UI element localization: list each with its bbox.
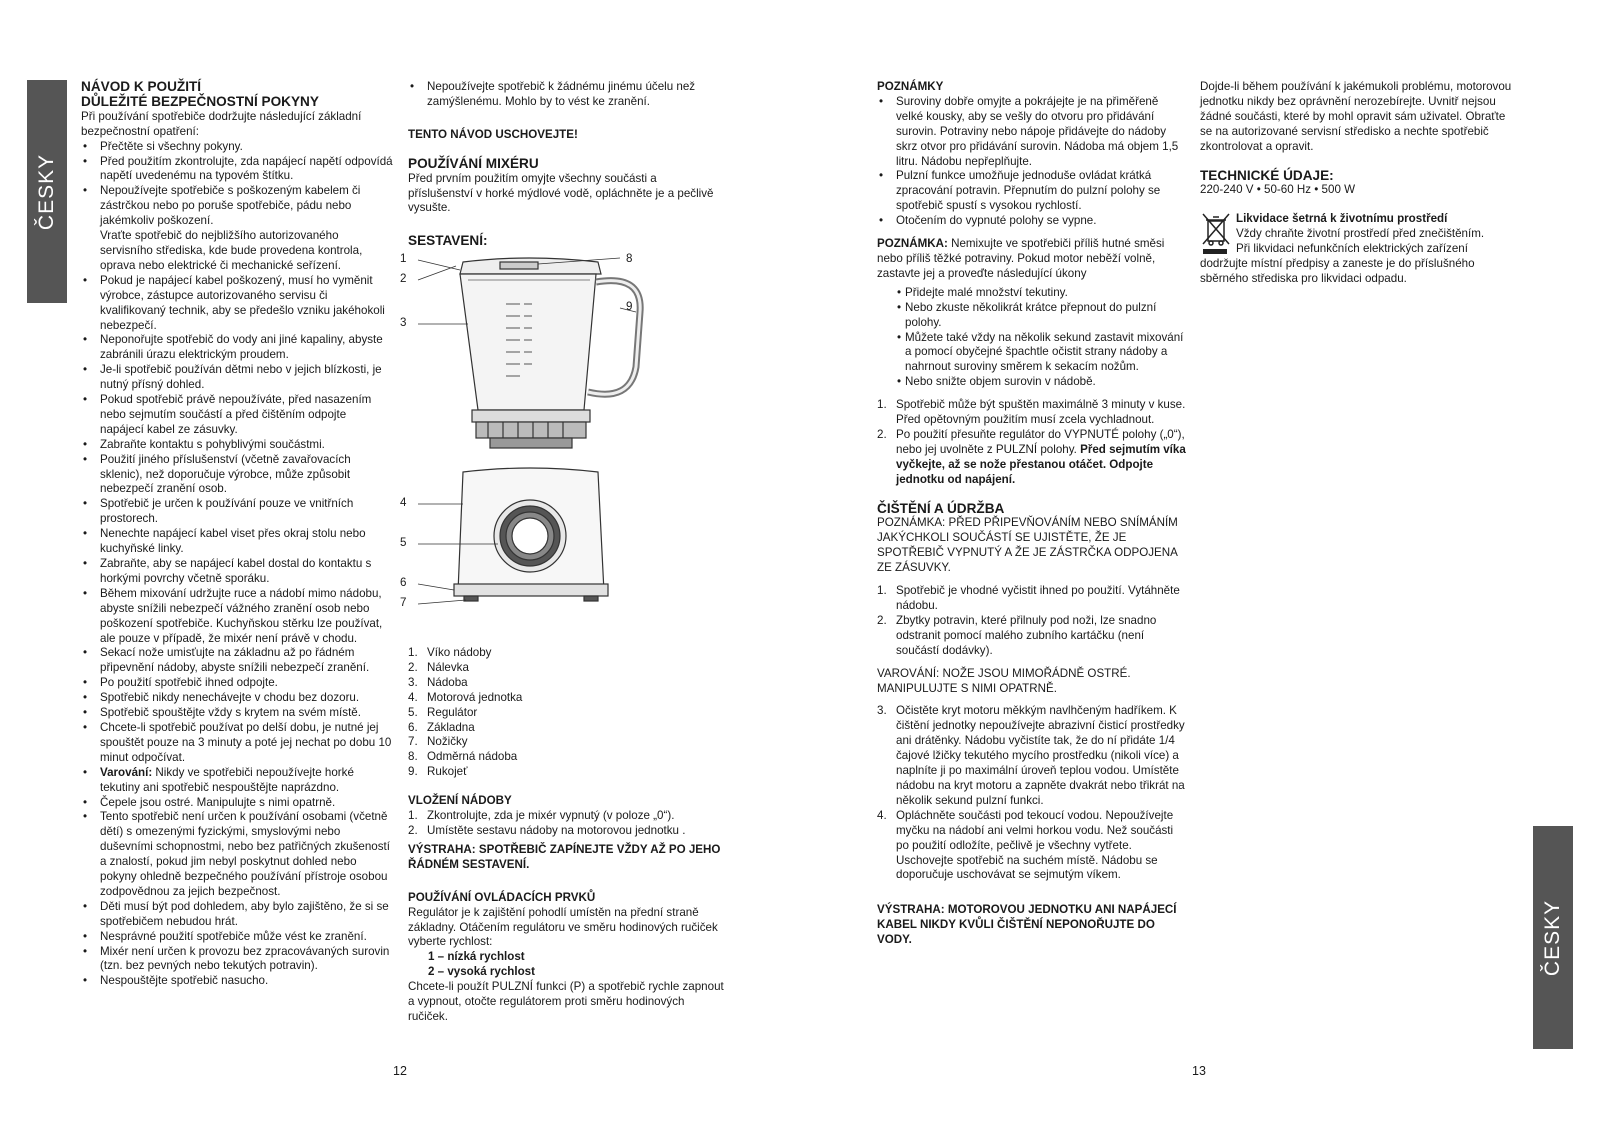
clean-note: POZNÁMKA: PŘED PŘIPEVŇOVÁNÍM NEBO SNÍMÁNÍM JAKÝCHKOLI SOUČÁSTÍ SE UJISTĚTE, ŽE JE SPOTŘEBIČ VYPNUTÝ A ŽE JE ZÁSTRČKA ODPOJENA ZE ZÁSUVKY.	[877, 516, 1178, 575]
part-name: Základna	[427, 720, 475, 734]
part-name: Motorová jednotka	[427, 690, 523, 704]
step-text: Spotřebič je vhodné vyčistit ihned po použití. Vytáhněte nádobu.	[896, 584, 1180, 612]
part-name: Odměrná nádoba	[427, 750, 518, 764]
list-item: 9. Rukojeť	[408, 765, 468, 779]
list-item: 5. Regulátor	[408, 705, 478, 719]
clean-steps-a	[877, 584, 1187, 659]
controls-text: Regulátor je k zajištění pohodlí umístěn na přední straně základny. Otáčením regulátoru ve směru hodinových ručiček vyberte rychlost:	[408, 905, 718, 949]
list-item: 3. Očistěte kryt motoru měkkým navlhčeným hadříkem. K čištění jednotky nepoužívejte abrazivní čisticí prostředky ani drátěnky. Nádobu vyčistíte tak, že do ní přidáte 1/4 čajové lžičky tekutého mycího prostředku (nikoli více) a naplníte ji po maximální úroveň teplou vodou. Umístěte nádobu na kryt motoru a zapněte dvakrát nebo třikrát na několik sekund pulzní funkci.	[877, 704, 1185, 807]
list-item: • Nenechte napájecí kabel viset přes okraj stolu nebo kuchyňské linky.	[81, 527, 393, 557]
use-text: Před prvním použitím omyjte všechny součásti a příslušenství v horké mýdlové vodě, opláchněte je a pečlivě vysušte.	[408, 171, 714, 215]
speed-1: 1 – nízká rychlost	[428, 950, 525, 964]
list-item: • Zabraňte kontaktu s pohyblivými součástmi.	[81, 438, 393, 453]
list-item: • Děti musí být pod dohledem, aby bylo zajištěno, že si se spotřebičem nebudou hrát.	[81, 900, 393, 930]
diagram-label-6: 6	[400, 576, 407, 589]
step-text: Opláchněte součásti pod tekoucí vodou. Nepoužívejte myčku na nádobí ani velmi horkou vodu. Než součásti po použití odložíte, pečlivě je všechny vytřete. Uschovejte spotřebič na suchém místě. Nádobu se doporučuje uschovávat se sejmutým víkem.	[896, 808, 1174, 882]
list-item: 1. Zkontrolujte, zda je mixér vypnutý (v poloze „0“).	[408, 809, 675, 823]
list-item: • Pokud spotřebič právě nepoužíváte, před nasazením nebo sejmutím součástí a před čištěním odpojte napájecí kabel ze zásuvky.	[81, 393, 393, 438]
step-text: Očistěte kryt motoru měkkým navlhčeným hadříkem. K čištění jednotky nepoužívejte abrazivní čisticí prostředky ani drátěnky. Nádobu vyčistíte tak, že do ní přidáte 1/4 čajové lžičky tekutého mycího prostředku (nikoli více) a naplníte ji po maximální úroveň teplou vodou. Umístěte nádobu na kryt motoru a zapněte dvakrát nebo třikrát na několik sekund pulzní funkci.	[896, 704, 1185, 807]
column-2	[408, 80, 724, 249]
list-item: • Po použití spotřebič ihned odpojte.	[81, 676, 393, 691]
diagram-label-1: 1	[400, 252, 407, 265]
list-item: 1. Spotřebič je vhodné vyčistit ihned po použití. Vytáhněte nádobu.	[877, 584, 1180, 612]
list-item: • Chcete-li spotřebič používat po delší dobu, je nutné jej spouštět pouze na 3 minuty a poté jej nechat po dobu 10 minut odpočívat.	[81, 721, 393, 766]
list-item: • Čepele jsou ostré. Manipulujte s nimi opatrně.	[81, 796, 393, 811]
list-item: • Je-li spotřebič používán dětmi nebo v jejich blízkosti, je nutný přísný dohled.	[81, 363, 393, 393]
part-name: Nálevka	[427, 660, 469, 674]
list-item: • Tento spotřebič není určen k používání osobami (včetně dětí) s omezenými fyzickými, smyslovými nebo duševními schopnostmi, nebo bez patřičných zkušeností a znalostí, pokud jim nebyl poskytnut dohled nebo pokyny ohledně bezpečného používání přístroje osobou zodpovědnou za jejich bezpečnost.	[81, 810, 393, 899]
controls-heading: POUŽÍVÁNÍ OVLÁDACÍCH PRVKŮ	[408, 890, 596, 904]
list-item: • Neponořujte spotřebič do vody ani jiné kapaliny, abyste zabránili úrazu elektrickým proudem.	[81, 333, 393, 363]
safety-intro: Při používání spotřebiče dodržujte následující základní bezpečnostní opatření:	[81, 109, 362, 138]
note-label: POZNÁMKA:	[877, 237, 948, 251]
list-item: • Pokud je napájecí kabel poškozený, musí ho vyměnit výrobce, zástupce autorizovaného servisu či kvalifikovaný technik, aby se předešlo vzniku jakéhokoli nebezpečí.	[81, 274, 393, 334]
list-item: 8. Odměrná nádoba	[408, 750, 518, 764]
clean-warning: VAROVÁNÍ: NOŽE JSOU MIMOŘÁDNĚ OSTRÉ. MANIPULUJTE S NIMI OPATRNĚ.	[877, 666, 1131, 695]
list-item: 1. Víko nádoby	[408, 646, 492, 659]
list-item: 1. Spotřebič může být spuštěn maximálně 3 minuty v kuse. Před opětovným použitím musí zcela vychladnout.	[877, 398, 1186, 427]
list-item: 7. Nožičky	[408, 735, 468, 749]
page-number-left: 12	[393, 1064, 407, 1078]
list-item: • Zabraňte, aby se napájecí kabel dostal do kontaktu s horkými povrchy včetně sporáku.	[81, 557, 393, 587]
list-item: • Před použitím zkontrolujte, zda napájecí napětí odpovídá napětí uvedenému na typovém štítku.	[81, 155, 393, 185]
column-1	[81, 80, 393, 989]
clean-steps-b	[877, 704, 1187, 883]
list-item: 4. Motorová jednotka	[408, 690, 523, 704]
diagram-label-7: 7	[400, 596, 407, 609]
insert-warning: VÝSTRAHA: SPOTŘEBIČ ZAPÍNEJTE VŽDY AŽ PO JEHO ŘÁDNÉM SESTAVENÍ.	[408, 842, 721, 871]
list-item: • Spotřebič je určen k používání pouze ve vnitřních prostorech.	[81, 497, 393, 527]
list-item: • Spotřebič nikdy nenechávejte v chodu bez dozoru.	[81, 691, 393, 706]
list-item: • Přečtěte si všechny pokyny.	[81, 140, 393, 155]
use-heading: POUŽÍVÁNÍ MIXÉRU	[408, 155, 539, 171]
final-warning: VÝSTRAHA: MOTOROVOU JEDNOTKU ANI NAPÁJECÍ KABEL NIKDY KVŮLI ČIŠTĚNÍ NEPONOŘUJTE DO VODY.	[877, 903, 1177, 947]
list-item: • Nebo zkuste několikrát krátce přepnout do pulzní polohy.	[897, 301, 1187, 331]
list-item: 2. Nálevka	[408, 660, 469, 674]
part-name: Regulátor	[427, 705, 478, 719]
language-tab-right-label: ČESKY	[1541, 899, 1564, 976]
top-list	[408, 80, 724, 110]
list-item: • Nebo snižte objem surovin v nádobě.	[897, 375, 1187, 390]
diagram-label-3: 3	[400, 316, 407, 329]
list-item: 2. Zbytky potravin, které přilnuly pod noži, lze snadno odstranit pomocí malého zubního kartáčku (není součástí dodávky).	[877, 613, 1157, 657]
part-name: Rukojeť	[427, 765, 468, 779]
diagram-label-5: 5	[400, 536, 407, 549]
warning-label: Varování:	[100, 765, 153, 779]
weee-bin-icon	[1200, 211, 1232, 255]
safety-list	[81, 140, 393, 990]
notes-list	[877, 95, 1187, 229]
keep-notice: TENTO NÁVOD USCHOVEJTE!	[408, 127, 578, 141]
note-paragraph	[877, 237, 1187, 282]
list-item: 6. Základna	[408, 720, 475, 734]
list-item: • Nesprávné použití spotřebiče může vést ke zranění.	[81, 930, 393, 945]
column-4	[1200, 80, 1518, 287]
column-3	[877, 80, 1187, 948]
list-item: • Pulzní funkce umožňuje jednoduše ovládat krátká zpracování potravin. Přepnutím do pulzní polohy se spotřebič spustí s vysokou rychlostí.	[877, 169, 1187, 214]
language-tab-left-label: ČESKY	[35, 153, 58, 230]
part-name: Víko nádoby	[427, 646, 492, 659]
part-name: Nožičky	[427, 735, 468, 749]
list-item: • Nepoužívejte spotřebič k žádnému jinému účelu než zamýšlenému. Mohlo by to vést ke zranění.	[408, 80, 724, 110]
disposal-heading: Likvidace šetrná k životnímu prostředí	[1236, 212, 1448, 226]
column-2-lower	[408, 646, 724, 1025]
list-item: 2. Umístěte sestavu nádoby na motorovou jednotku .	[408, 823, 686, 837]
list-item: 3. Nádoba	[408, 675, 468, 689]
blender-diagram	[400, 252, 668, 622]
disposal-text: dodržujte místní předpisy a zaneste je do příslušného sběrného střediska pro likvidaci odpadu.	[1200, 257, 1475, 285]
clean-heading: ČIŠTĚNÍ A ÚDRŽBA	[877, 500, 1005, 516]
list-item-warning	[81, 766, 393, 796]
list-item: • Suroviny dobře omyjte a pokrájejte je na přiměřeně velké kousky, aby se vešly do otvoru pro přidávání surovin. Potraviny nebo nápoje přidávejte do nádoby skrz otvor pro přidávání surovin. Nádoba má objem 1,5 litru. Nádobu nepřeplňujte.	[877, 95, 1187, 170]
diagram-label-2: 2	[400, 272, 407, 285]
list-item: • Nepoužívejte spotřebiče s poškozeným kabelem či zástrčkou nebo po poruše spotřebiče, pádu nebo jakémkoliv poškození. Vraťte spotřebič do nejbližšího autorizovaného servisního střediska, kde bude provedena kontrola, oprava nebo elektrické či mechanické seřízení.	[81, 184, 393, 273]
list-item: • Spotřebič spouštějte vždy s krytem na svém místě.	[81, 706, 393, 721]
diagram-label-8: 8	[626, 252, 633, 265]
insert-heading: VLOŽENÍ NÁDOBY	[408, 794, 512, 808]
pulse-text: Chcete-li použít PULZNÍ funkci (P) a spotřebič rychle zapnout a vypnout, otočte regulátorem proti směru hodinových ručiček.	[408, 980, 724, 1023]
assembly-heading: SESTAVENÍ:	[408, 233, 488, 249]
step-text: Umístěte sestavu nádoby na motorovou jednotku .	[427, 823, 686, 837]
list-item: • Můžete také vždy na několik sekund zastavit mixování a pomocí obyčejné špachtle očistit strany nádoby a nahrnout suroviny směrem k sekacím nožům.	[897, 331, 1187, 376]
speed-2: 2 – vysoká rychlost	[428, 965, 535, 979]
tech-text: 220-240 V • 50-60 Hz • 500 W	[1200, 183, 1356, 197]
problem-text: Dojde-li během používání k jakémukoli problému, motorovou jednotku nikdy bez oprávnění nerozebírejte. Uvnitř nejsou žádné součásti, které by mohl opravit sám uživatel. Obraťte se na autorizované servisní středisko a nechte spotřebič zkontrolovat a opravit.	[1200, 80, 1512, 153]
step-text: Po použití přesuňte regulátor do VYPNUTÉ polohy („0“), nebo jej uvolněte z PULZNÍ polohy.	[896, 427, 1185, 456]
disposal-line-2: Při likvidaci nefunkčních elektrických zařízení	[1236, 242, 1468, 256]
diagram-label-9: 9	[626, 300, 633, 313]
list-item: • Použití jiného příslušenství (včetně zavařovacích sklenic), než doporučuje výrobce, může způsobit nebezpečí zranění osob.	[81, 453, 393, 498]
disposal-block	[1200, 212, 1518, 287]
warning-text: Nikdy ve spotřebiči nepoužívejte horké tekutiny ani spotřebič nespouštějte naprázdno.	[100, 765, 354, 794]
list-item: • Otočením do vypnuté polohy se vypne.	[877, 214, 1187, 229]
list-item: • Nespouštějte spotřebič nasucho.	[81, 974, 393, 989]
note-subitems	[897, 286, 1187, 390]
language-tab-right	[1533, 826, 1573, 1049]
usage-steps	[877, 398, 1187, 487]
step-text: Zbytky potravin, které přilnuly pod noži, lze snadno odstranit pomocí malého zubního kartáčku (není součástí dodávky).	[896, 613, 1157, 657]
tech-heading: TECHNICKÉ ÚDAJE:	[1200, 167, 1334, 183]
safety-heading: DŮLEŽITÉ BEZPEČNOSTNÍ POKYNY	[81, 93, 319, 109]
parts-list	[408, 646, 724, 780]
diagram-label-4: 4	[400, 496, 407, 509]
page-number-right: 13	[1192, 1064, 1206, 1078]
list-item: 4. Opláchněte součásti pod tekoucí vodou. Nepoužívejte myčku na nádobí ani velmi horkou vodu. Než součásti po použití odložíte, pečlivě je všechny vytřete. Uschovejte spotřebič na suchém místě. Nádobu se doporučuje uschovávat se sejmutým víkem.	[877, 808, 1174, 882]
language-tab-left	[27, 80, 67, 303]
step-text: Spotřebič může být spuštěn maximálně 3 minuty v kuse. Před opětovným použitím musí zcela vychladnout.	[896, 398, 1186, 427]
insert-steps	[408, 809, 724, 839]
step-text-bold: Před sejmutím víka vyčkejte, až se nože přestanou otáčet. Odpojte jednotku od napájení.	[896, 442, 1186, 486]
list-item: • Přidejte malé množství tekutiny.	[897, 286, 1187, 301]
part-name: Nádoba	[427, 675, 468, 689]
list-item: • Mixér není určen k provozu bez zpracovávaných surovin (tzn. bez pevných nebo tekutých potravin).	[81, 945, 393, 975]
notes-heading: POZNÁMKY	[877, 80, 944, 93]
step-text: Zkontrolujte, zda je mixér vypnutý (v poloze „0“).	[427, 809, 675, 823]
manual-title: NÁVOD K POUŽITÍ	[81, 79, 202, 94]
note-text: Nemixujte ve spotřebiči příliš hutné směsi nebo příliš těžké potraviny. Pokud motor neběží volně, zastavte jej a proveďte následující úkony	[877, 237, 1165, 280]
list-item: 2. Po použití přesuňte regulátor do VYPNUTÉ polohy („0“), nebo jej uvolněte z PULZNÍ polohy. Před sejmutím víka vyčkejte, až se nože přestanou otáčet. Odpojte jednotku od napájení.	[877, 427, 1186, 486]
list-item: • Během mixování udržujte ruce a nádobí mimo nádobu, abyste snížili nebezpečí vážného zranění osob nebo poškození spotřebiče. Kuchyňskou stěrku lze používat, ale pouze v případě, že mixér není právě v chodu.	[81, 587, 393, 647]
disposal-line-1: Vždy chraňte životní prostředí před znečištěním.	[1236, 227, 1485, 241]
list-item: • Sekací nože umisťujte na základnu až po řádném připevnění nádoby, abyste snížili nebezpečí zranění.	[81, 646, 393, 676]
